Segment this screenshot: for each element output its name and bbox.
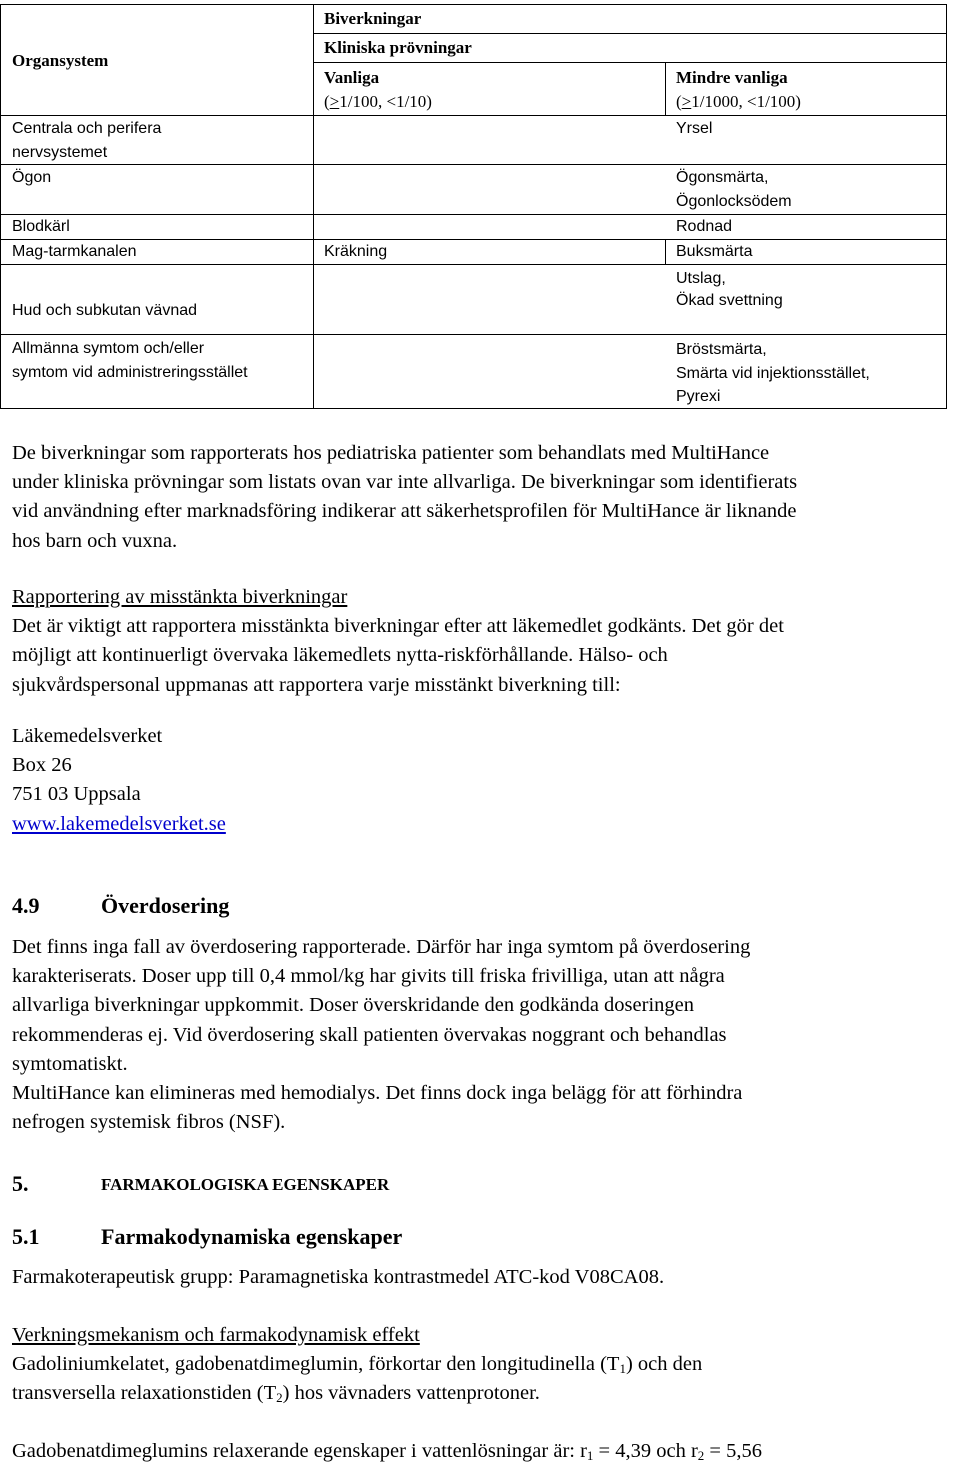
table-rule [0, 164, 946, 165]
vanliga-cell: Kräkning [324, 243, 388, 260]
section-4-9-title: Överdosering [101, 893, 230, 918]
organ-cell: symtom vid administreringsstället [12, 364, 248, 381]
mechanism-section [12, 1321, 952, 1409]
mindre-cell: Bröstsmärta, [676, 341, 767, 358]
table-border-top [0, 4, 946, 5]
table-border-bottom [0, 408, 946, 409]
mindre-cell: Utslag, [676, 270, 726, 287]
pediatric-paragraph [12, 439, 952, 556]
text-line: rekommenderas ej. Vid överdosering skall patienten övervakas noggrant och behandlas [12, 1023, 727, 1046]
relaxivity-line [12, 1437, 952, 1466]
section-5-1-number: 5.1 [12, 1224, 40, 1249]
header-vanliga-range: (>1/100, <1/10) [324, 92, 432, 111]
header-organsystem: Organsystem [12, 51, 109, 70]
table-rule [0, 115, 946, 116]
text-line: symtomatiskt. [12, 1052, 128, 1075]
text-line: transversella relaxationstiden $(T_2)$ hos vävnaders vattenprotoner. [12, 1382, 540, 1406]
section-5-title: FARMAKOLOGISKA EGENSKAPER [101, 1175, 390, 1194]
text-line: De biverkningar som rapporterats hos pediatriska patienter som behandlats med MultiHance [12, 442, 770, 464]
header-mindre-range: (>1/1000, <1/100) [676, 92, 801, 111]
mindre-cell: Pyrexi [676, 388, 721, 405]
organ-cell: Mag-tarmkanalen [12, 243, 137, 260]
mindre-cell: Ögonlocksödem [676, 193, 792, 210]
overdose-paragraph [12, 933, 952, 1137]
mindre-cell: Rodnad [676, 218, 733, 235]
text-line: Gadobenatdimeglumins relaxerande egenskaper i vattenlösningar är: $r_1 = 4,39$ och $r_2 = 5,56$ [12, 1440, 762, 1463]
text-line: Farmakoterapeutisk grupp: Paramagnetiska kontrastmedel ATC-kod V08CA08. [12, 1266, 665, 1288]
section-4-9-number: 4.9 [12, 893, 40, 918]
header-vanliga: Vanliga [324, 68, 380, 87]
text-line: Det är viktigt att rapportera misstänkta biverkningar efter att läkemedlet godkänts. Det gör det [12, 615, 784, 638]
table-rule [0, 334, 946, 335]
table-rule [313, 62, 946, 63]
table-border-left [0, 4, 1, 409]
organ-cell: Blodkärl [12, 218, 70, 235]
text-line: Gadoliniumkelatet, gadobenatdimeglumin, förkortar den longitudinella $(T_1)$ och den [12, 1353, 703, 1377]
organ-cell: Centrala och perifera [12, 120, 162, 137]
atc-group [12, 1263, 952, 1292]
address-block [12, 722, 952, 839]
address-link[interactable]: www.lakemedelsverket.se [12, 812, 226, 835]
text-line: hos barn och vuxna. [12, 529, 178, 552]
adverse-reactions-table [0, 0, 960, 412]
mechanism-title: Verkningsmekanism och farmakodynamisk effekt [12, 1324, 420, 1346]
table-rule [313, 33, 946, 34]
organ-cell: Ögon [12, 169, 52, 186]
table-border-right [946, 4, 947, 409]
text-line: möjligt att kontinuerligt övervaka läkemedlets nytta-riskförhållande. Hälso- och [12, 644, 668, 667]
mindre-cell: Smärta vid injektionsstället, [676, 365, 870, 382]
mindre-cell: Ökad svettning [676, 292, 783, 309]
text-line: karakteriserats. Doser upp till 0,4 mmol/kg har givits till friska frivilliga, utan att några [12, 965, 725, 988]
address-name: Läkemedelsverket [12, 725, 163, 747]
mindre-cell: Ögonsmärta, [676, 169, 769, 186]
table-rule [313, 4, 314, 409]
text-line: sjukvårdspersonal uppmanas att rapportera varje misstänkt biverkning till: [12, 673, 621, 696]
header-biverkningar: Biverkningar [324, 9, 422, 28]
table-rule [665, 62, 666, 116]
organ-cell: Allmänna symtom och/eller [12, 340, 205, 357]
header-mindre: Mindre vanliga [676, 68, 788, 87]
address-box: Box 26 [12, 754, 72, 777]
text-line: vid användning efter marknadsföring indikerar att säkerhetsprofilen för MultiHance är liknande [12, 500, 797, 523]
organ-cell: Hud och subkutan vävnad [12, 302, 198, 319]
reporting-title: Rapportering av misstänkta biverkningar [12, 586, 348, 608]
address-city: 751 03 Uppsala [12, 783, 141, 806]
table-rule [0, 239, 946, 240]
mindre-cell: Buksmärta [676, 243, 753, 260]
text-line: Det finns inga fall av överdosering rapporterade. Därför har inga symtom på överdosering [12, 936, 751, 958]
section-5-number: 5. [12, 1171, 29, 1196]
table-rule [665, 239, 666, 265]
organ-cell: nervsystemet [12, 144, 108, 161]
section-5-1-title: Farmakodynamiska egenskaper [101, 1224, 403, 1249]
text-line: nefrogen systemisk fibros (NSF). [12, 1111, 286, 1134]
text-line: allvarliga biverkningar uppkommit. Doser överskridande den godkända doseringen [12, 994, 695, 1017]
mindre-cell: Yrsel [676, 120, 713, 137]
text-line: MultiHance kan elimineras med hemodialys. Det finns dock inga belägg för att förhindra [12, 1082, 743, 1105]
table-rule [0, 264, 946, 265]
text-line: under kliniska prövningar som listats ovan var inte allvarliga. De biverkningar som identifierats [12, 471, 798, 494]
table-rule [0, 214, 946, 215]
reporting-section [12, 583, 952, 700]
header-kliniska: Kliniska prövningar [324, 38, 472, 57]
